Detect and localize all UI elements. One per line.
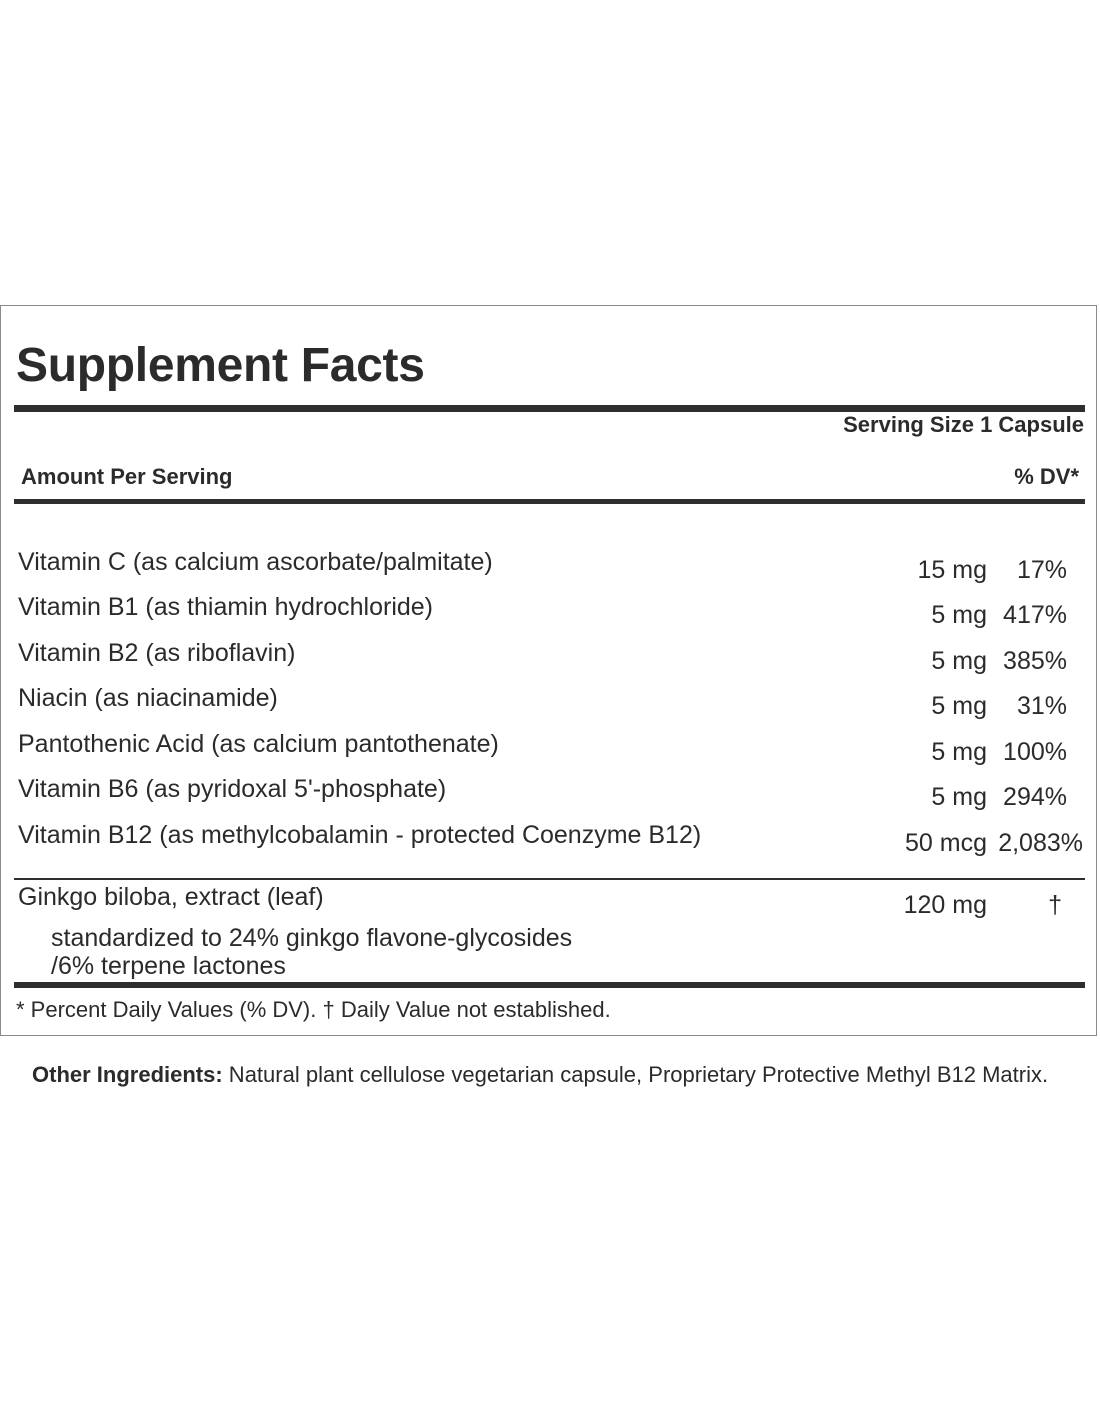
header-divider — [14, 499, 1085, 504]
nutrient-name: Niacin (as niacinamide) — [18, 684, 278, 712]
nutrient-amount: 5 mg — [931, 738, 987, 766]
ginkgo-detail: standardized to 24% ginkgo flavone-glycosides — [51, 924, 573, 952]
dv-header: % DV* — [1014, 464, 1079, 489]
nutrient-dv: 385% — [1003, 647, 1067, 675]
nutrient-amount: 5 mg — [931, 692, 987, 720]
ginkgo-divider — [14, 878, 1085, 880]
bottom-divider — [14, 982, 1085, 988]
nutrient-dv: 100% — [1003, 738, 1067, 766]
nutrient-name: Vitamin C (as calcium ascorbate/palmitate) — [18, 548, 493, 576]
other-ingredients-label: Other Ingredients: — [32, 1062, 223, 1087]
nutrient-name: Vitamin B12 (as methylcobalamin - protected Coenzyme B12) — [18, 821, 702, 849]
ginkgo-detail: /6% terpene lactones — [51, 952, 286, 980]
nutrient-dv: 2,083% — [998, 829, 1083, 857]
other-ingredients-text: Natural plant cellulose vegetarian capsule, Proprietary Protective Methyl B12 Matrix. — [222, 1062, 1049, 1087]
nutrient-name: Vitamin B2 (as riboflavin) — [18, 639, 296, 667]
nutrient-amount: 5 mg — [931, 601, 987, 629]
ginkgo-amount: 120 mg — [903, 891, 987, 919]
ginkgo-name: Ginkgo biloba, extract (leaf) — [18, 883, 324, 911]
nutrient-amount: 5 mg — [931, 647, 987, 675]
nutrient-name: Vitamin B1 (as thiamin hydrochloride) — [18, 593, 434, 621]
amount-per-serving-header: Amount Per Serving — [21, 464, 233, 489]
nutrient-name: Vitamin B6 (as pyridoxal 5'-phosphate) — [18, 775, 447, 803]
other-ingredients — [32, 1057, 1082, 1093]
nutrient-dv: 417% — [1003, 601, 1067, 629]
serving-size: Serving Size 1 Capsule — [843, 412, 1084, 437]
nutrient-dv: 31% — [1016, 692, 1067, 720]
nutrient-dv: 17% — [1016, 556, 1067, 584]
nutrient-amount: 50 mcg — [905, 829, 987, 857]
nutrient-name: Pantothenic Acid (as calcium pantothenate) — [18, 730, 499, 758]
nutrient-amount: 15 mg — [917, 556, 987, 584]
ginkgo-dv: † — [1048, 891, 1062, 919]
panel-title: Supplement Facts — [16, 339, 425, 392]
thick-divider — [14, 405, 1085, 412]
supplement-facts-panel — [0, 305, 1097, 1036]
nutrient-amount: 5 mg — [931, 783, 987, 811]
nutrient-dv: 294% — [1003, 783, 1067, 811]
footnote: * Percent Daily Values (% DV). † Daily Value not established. — [16, 997, 611, 1022]
